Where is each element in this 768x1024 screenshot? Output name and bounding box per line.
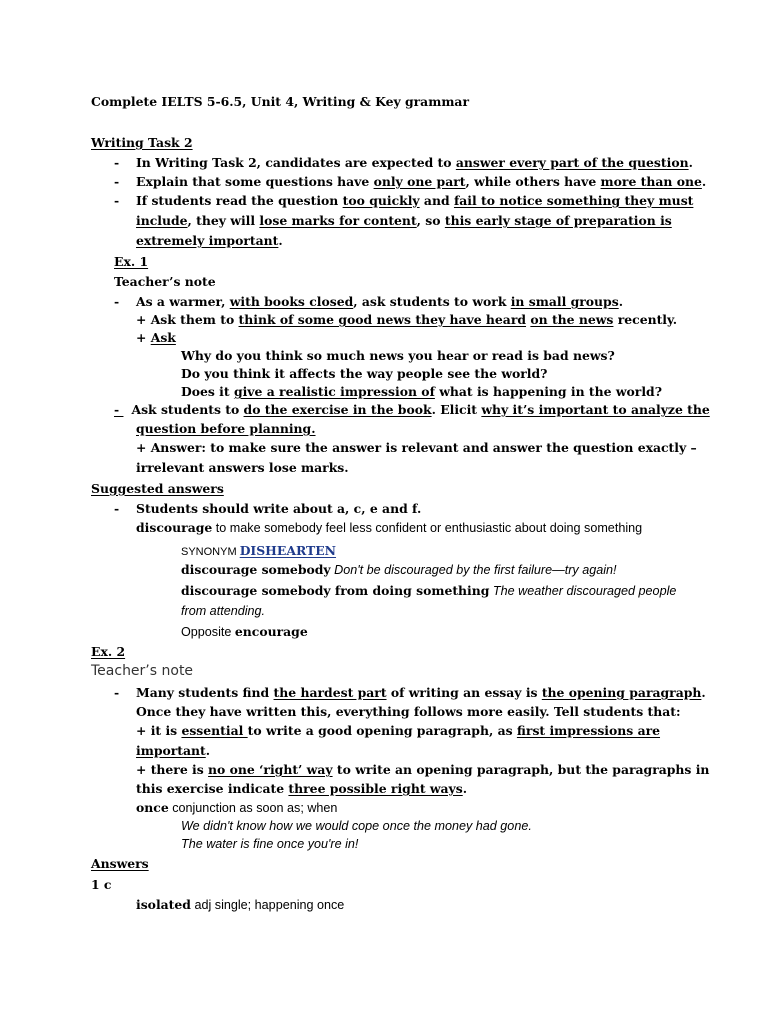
- bullet-dash: -: [114, 155, 120, 170]
- exercise-line-3: + Answer: to make sure the answer is relevant and answer the question exactly –: [136, 440, 697, 455]
- suggested-answers-heading: Suggested answers: [91, 481, 224, 496]
- bullet-dash: -: [114, 193, 120, 208]
- answer-1c: 1 c: [91, 877, 112, 892]
- synonym-line: SYNONYM DISHEARTEN: [181, 543, 337, 558]
- ex2-line-3: + it is essential to write a good opening paragraph, as first impressions are: [136, 723, 661, 738]
- intro-line-1: In Writing Task 2, candidates are expected to answer every part of the question.: [136, 155, 693, 170]
- intro-line-5: extremely important.: [136, 233, 283, 248]
- warmer-line-2: + Ask them to think of some good news they have heard on the news recently.: [136, 312, 678, 327]
- definition-once: once conjunction as soon as; when: [136, 800, 338, 815]
- ex1-heading: Ex. 1: [114, 254, 149, 269]
- ex2-line-2: Once they have written this, everything follows more easily. Tell students that:: [136, 704, 681, 719]
- intro-line-2: Explain that some questions have only one part, while others have more than one.: [136, 174, 707, 189]
- bullet-dash: -: [114, 174, 120, 189]
- intro-line-3: If students read the question too quickly and fail to notice something they must: [136, 193, 694, 208]
- bullet-dash: -: [114, 501, 120, 516]
- warmer-line-3: + Ask: [136, 330, 176, 345]
- opposite-line: Opposite encourage: [181, 624, 308, 639]
- example-discourage-2: discourage somebody from doing something The weather discouraged people: [181, 583, 677, 598]
- question-1: Why do you think so much news you hear or read is bad news?: [181, 348, 615, 363]
- section-heading-writing-task-2: Writing Task 2: [91, 135, 193, 150]
- exercise-line-2: question before planning.: [136, 421, 316, 436]
- ex2-line-4: important.: [136, 743, 211, 758]
- document-title: Complete IELTS 5-6.5, Unit 4, Writing & Key grammar: [91, 94, 469, 109]
- definition-isolated: isolated adj single; happening once: [136, 897, 345, 912]
- example-once-2: The water is fine once you're in!: [181, 837, 359, 851]
- exercise-line-1: - Ask students to do the exercise in the book. Elicit why it’s important to analyze the: [114, 402, 710, 417]
- bullet-dash: -: [114, 294, 120, 309]
- ex1-teachers-note: Teacher’s note: [114, 274, 216, 289]
- dishearten-link[interactable]: DISHEARTEN: [239, 543, 337, 558]
- answers-heading: Answers: [91, 856, 149, 871]
- example-discourage-1: discourage somebody Don't be discouraged by the first failure—try again!: [181, 562, 617, 577]
- question-2: Do you think it affects the way people see the world?: [181, 366, 548, 381]
- definition-discourage: discourage to make somebody feel less confident or enthusiastic about doing something: [136, 520, 643, 535]
- ex2-line-5: + there is no one ‘right’ way to write an opening paragraph, but the paragraphs in: [136, 762, 710, 777]
- question-3: Does it give a realistic impression of what is happening in the world?: [181, 384, 662, 399]
- example-discourage-2-cont: from attending.: [181, 604, 266, 618]
- exercise-line-4: irrelevant answers lose marks.: [136, 460, 349, 475]
- suggested-line-1: Students should write about a, c, e and f.: [136, 501, 422, 516]
- bullet-dash: -: [114, 685, 120, 700]
- intro-line-4: include, they will lose marks for content, so this early stage of preparation is: [136, 213, 672, 228]
- ex2-line-1: Many students find the hardest part of writing an essay is the opening paragraph.: [136, 685, 706, 700]
- ex2-heading: Ex. 2: [91, 644, 126, 659]
- example-once-1: We didn't know how we would cope once the money had gone.: [181, 819, 532, 833]
- warmer-line-1: As a warmer, with books closed, ask students to work in small groups.: [136, 294, 624, 309]
- ex2-line-6: this exercise indicate three possible right ways.: [136, 781, 468, 796]
- ex2-teachers-note: Teacher’s note: [91, 663, 194, 679]
